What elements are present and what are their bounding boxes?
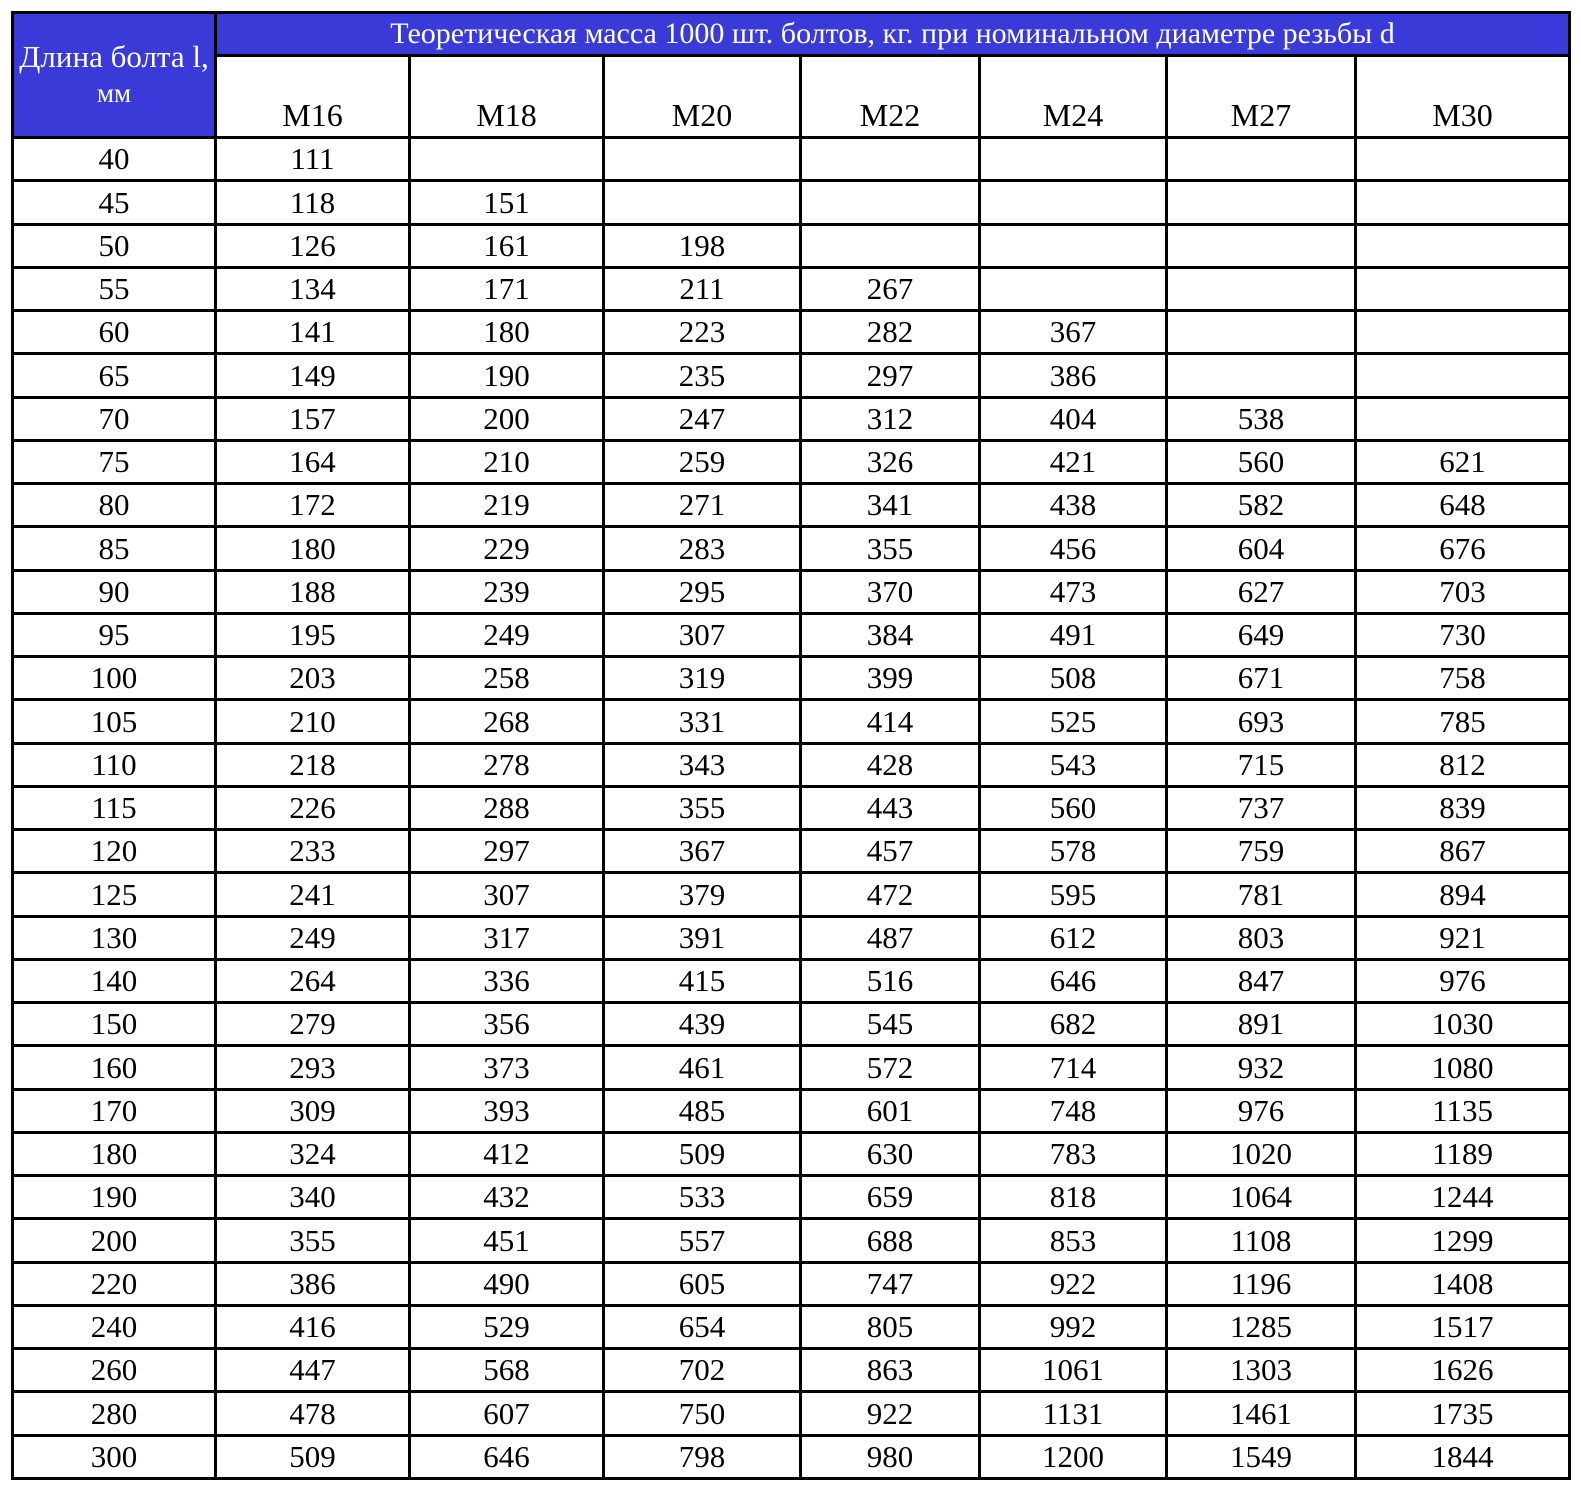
length-cell: 60 [13,311,216,354]
mass-cell: 630 [801,1132,980,1175]
mass-cell: 1244 [1356,1176,1570,1219]
mass-cell: 149 [216,354,410,397]
length-cell: 65 [13,354,216,397]
mass-cell: 509 [216,1435,410,1479]
mass-cell: 659 [801,1176,980,1219]
mass-cell: 198 [604,224,801,267]
mass-cell: 451 [410,1219,604,1262]
mass-cell: 783 [980,1132,1167,1175]
length-cell: 80 [13,484,216,527]
mass-cell: 478 [216,1392,410,1435]
length-cell: 85 [13,527,216,570]
mass-cell: 271 [604,484,801,527]
mass-cell: 443 [801,786,980,829]
mass-cell: 922 [801,1392,980,1435]
mass-cell: 781 [1167,873,1356,916]
mass-cell: 932 [1167,1046,1356,1089]
mass-cell: 126 [216,224,410,267]
mass-cell: 157 [216,397,410,440]
table-row [13,786,1570,829]
mass-cell: 1064 [1167,1176,1356,1219]
length-cell: 170 [13,1089,216,1132]
mass-cell: 428 [801,743,980,786]
mass-cell: 393 [410,1089,604,1132]
mass-cell: 976 [1356,959,1570,1002]
diameter-header-row [13,56,1570,138]
mass-cell [801,138,980,181]
mass-cell: 461 [604,1046,801,1089]
mass-cell [801,181,980,224]
mass-cell: 211 [604,267,801,310]
mass-cell: 560 [1167,440,1356,483]
mass-cell: 279 [216,1003,410,1046]
mass-cell: 785 [1356,700,1570,743]
mass-cell: 386 [216,1262,410,1305]
mass-cell [1167,354,1356,397]
mass-cell: 568 [410,1349,604,1392]
mass-cell: 1108 [1167,1219,1356,1262]
mass-cell: 226 [216,786,410,829]
table-row [13,1046,1570,1089]
length-cell: 50 [13,224,216,267]
mass-cell: 319 [604,657,801,700]
diameter-header-m30: M30 [1356,56,1570,138]
diameter-header-m18: M18 [410,56,604,138]
mass-cell: 1131 [980,1392,1167,1435]
table-row [13,1003,1570,1046]
length-cell: 115 [13,786,216,829]
mass-cell: 379 [604,873,801,916]
diameter-header-m27: M27 [1167,56,1356,138]
mass-cell: 839 [1356,786,1570,829]
mass-cell: 516 [801,959,980,1002]
table-row [13,440,1570,483]
mass-cell: 748 [980,1089,1167,1132]
mass-cell: 278 [410,743,604,786]
mass-cell: 367 [604,830,801,873]
mass-cell: 649 [1167,613,1356,656]
mass-cell: 399 [801,657,980,700]
table-row [13,743,1570,786]
mass-cell: 607 [410,1392,604,1435]
mass-cell: 557 [604,1219,801,1262]
table-row [13,224,1570,267]
mass-cell: 172 [216,484,410,527]
length-cell: 280 [13,1392,216,1435]
length-cell: 100 [13,657,216,700]
mass-cell: 404 [980,397,1167,440]
mass-cell: 1200 [980,1435,1167,1479]
mass-cell [980,138,1167,181]
mass-cell [1167,181,1356,224]
mass-cell: 247 [604,397,801,440]
mass-cell: 894 [1356,873,1570,916]
length-cell: 120 [13,830,216,873]
mass-cell: 249 [410,613,604,656]
mass-cell: 595 [980,873,1167,916]
length-cell: 105 [13,700,216,743]
mass-cell: 627 [1167,570,1356,613]
mass-cell: 693 [1167,700,1356,743]
mass-cell: 525 [980,700,1167,743]
mass-cell: 1844 [1356,1435,1570,1479]
mass-cell [1167,267,1356,310]
mass-cell [1356,397,1570,440]
mass-cell: 307 [410,873,604,916]
mass-cell: 750 [604,1392,801,1435]
mass-cell: 714 [980,1046,1167,1089]
mass-cell [1356,267,1570,310]
table-body [13,138,1570,1479]
mass-cell: 456 [980,527,1167,570]
mass-cell: 1303 [1167,1349,1356,1392]
mass-cell: 582 [1167,484,1356,527]
mass-cell: 331 [604,700,801,743]
length-cell: 260 [13,1349,216,1392]
diameter-header-m20: M20 [604,56,801,138]
mass-cell: 307 [604,613,801,656]
mass-cell: 235 [604,354,801,397]
table-row [13,1132,1570,1175]
mass-cell: 980 [801,1435,980,1479]
length-cell: 70 [13,397,216,440]
mass-cell: 457 [801,830,980,873]
mass-cell: 370 [801,570,980,613]
mass-cell: 758 [1356,657,1570,700]
mass-cell: 648 [1356,484,1570,527]
mass-cell [604,138,801,181]
mass-cell: 867 [1356,830,1570,873]
mass-cell [980,267,1167,310]
mass-cell [801,224,980,267]
diameter-header-m22: M22 [801,56,980,138]
mass-cell: 572 [801,1046,980,1089]
length-cell: 150 [13,1003,216,1046]
mass-cell: 355 [604,786,801,829]
mass-cell: 560 [980,786,1167,829]
mass-cell: 487 [801,916,980,959]
mass-cell: 264 [216,959,410,1002]
mass-cell: 682 [980,1003,1167,1046]
mass-cell: 1461 [1167,1392,1356,1435]
mass-cell: 702 [604,1349,801,1392]
mass-cell: 367 [980,311,1167,354]
mass-cell: 164 [216,440,410,483]
mass-cell: 671 [1167,657,1356,700]
mass-cell: 210 [216,700,410,743]
mass-cell: 803 [1167,916,1356,959]
mass-cell: 267 [801,267,980,310]
mass-cell: 317 [410,916,604,959]
mass-cell: 863 [801,1349,980,1392]
mass-cell: 1189 [1356,1132,1570,1175]
mass-cell: 340 [216,1176,410,1219]
mass-cell: 223 [604,311,801,354]
mass-cell: 188 [216,570,410,613]
length-cell: 40 [13,138,216,181]
mass-cell: 1135 [1356,1089,1570,1132]
length-cell: 75 [13,440,216,483]
mass-cell: 621 [1356,440,1570,483]
mass-cell: 288 [410,786,604,829]
mass-cell: 111 [216,138,410,181]
mass-cell: 1285 [1167,1305,1356,1348]
length-cell: 200 [13,1219,216,1262]
mass-cell [1167,224,1356,267]
mass-cell [604,181,801,224]
mass-cell: 490 [410,1262,604,1305]
mass-cell: 386 [980,354,1167,397]
mass-cell: 1626 [1356,1349,1570,1392]
mass-cell: 293 [216,1046,410,1089]
mass-cell: 200 [410,397,604,440]
mass-cell: 646 [980,959,1167,1002]
mass-cell: 195 [216,613,410,656]
mass-cell [1167,311,1356,354]
mass-cell: 414 [801,700,980,743]
mass-cell: 703 [1356,570,1570,613]
mass-cell: 326 [801,440,980,483]
mass-cell: 730 [1356,613,1570,656]
mass-cell: 891 [1167,1003,1356,1046]
table-row [13,1435,1570,1479]
mass-cell: 438 [980,484,1167,527]
mass-cell: 847 [1167,959,1356,1002]
table-row [13,311,1570,354]
mass-cell [1356,138,1570,181]
mass-cell: 233 [216,830,410,873]
mass-cell: 210 [410,440,604,483]
table-row [13,181,1570,224]
length-cell: 190 [13,1176,216,1219]
mass-cell: 1299 [1356,1219,1570,1262]
mass-cell: 992 [980,1305,1167,1348]
mass-cell: 203 [216,657,410,700]
table-row [13,1305,1570,1348]
length-cell: 55 [13,267,216,310]
mass-cell: 1517 [1356,1305,1570,1348]
mass-cell: 605 [604,1262,801,1305]
length-cell: 45 [13,181,216,224]
mass-cell: 384 [801,613,980,656]
table-row [13,1089,1570,1132]
length-cell: 110 [13,743,216,786]
mass-cell: 646 [410,1435,604,1479]
length-header-label: Длина болта l, [19,39,209,74]
mass-cell: 1061 [980,1349,1167,1392]
mass-cell: 229 [410,527,604,570]
mass-cell: 180 [216,527,410,570]
mass-cell: 412 [410,1132,604,1175]
mass-cell: 297 [410,830,604,873]
mass-cell: 219 [410,484,604,527]
mass-cell: 538 [1167,397,1356,440]
mass-cell: 118 [216,181,410,224]
mass-cell: 812 [1356,743,1570,786]
table-row [13,354,1570,397]
table-row [13,1392,1570,1435]
mass-cell: 421 [980,440,1167,483]
mass-cell: 921 [1356,916,1570,959]
mass-cell: 190 [410,354,604,397]
table-row [13,1349,1570,1392]
mass-cell: 491 [980,613,1167,656]
mass-cell: 297 [801,354,980,397]
table-row [13,1262,1570,1305]
mass-cell: 1408 [1356,1262,1570,1305]
mass-cell: 533 [604,1176,801,1219]
mass-cell: 853 [980,1219,1167,1262]
mass-cell: 239 [410,570,604,613]
mass-cell: 258 [410,657,604,700]
length-header-unit: мм [96,78,132,108]
length-cell: 160 [13,1046,216,1089]
bolt-mass-table [11,11,1571,1480]
mass-cell: 336 [410,959,604,1002]
mass-cell [980,181,1167,224]
mass-cell: 1030 [1356,1003,1570,1046]
length-cell: 240 [13,1305,216,1348]
length-cell: 130 [13,916,216,959]
mass-cell: 141 [216,311,410,354]
table-row [13,830,1570,873]
mass-cell: 355 [216,1219,410,1262]
mass-cell: 439 [604,1003,801,1046]
mass-cell: 151 [410,181,604,224]
table-row [13,873,1570,916]
length-cell: 300 [13,1435,216,1479]
mass-cell: 312 [801,397,980,440]
mass-cell: 1196 [1167,1262,1356,1305]
table-row [13,397,1570,440]
mass-cell: 373 [410,1046,604,1089]
mass-cell: 747 [801,1262,980,1305]
mass-cell: 715 [1167,743,1356,786]
mass-cell: 472 [801,873,980,916]
mass-cell: 218 [216,743,410,786]
mass-cell: 654 [604,1305,801,1348]
mass-cell [1167,138,1356,181]
table-row [13,267,1570,310]
mass-cell: 922 [980,1262,1167,1305]
mass-cell: 295 [604,570,801,613]
mass-cell: 509 [604,1132,801,1175]
mass-cell: 416 [216,1305,410,1348]
mass-cell: 818 [980,1176,1167,1219]
mass-cell: 171 [410,267,604,310]
mass-cell: 268 [410,700,604,743]
mass-cell: 341 [801,484,980,527]
mass-cell: 1020 [1167,1132,1356,1175]
mass-cell: 343 [604,743,801,786]
mass-cell: 282 [801,311,980,354]
mass-cell: 529 [410,1305,604,1348]
mass-cell: 976 [1167,1089,1356,1132]
mass-cell: 447 [216,1349,410,1392]
mass-cell: 309 [216,1089,410,1132]
table-row [13,527,1570,570]
table-row [13,657,1570,700]
mass-cell: 391 [604,916,801,959]
mass-cell: 134 [216,267,410,310]
mass-cell: 432 [410,1176,604,1219]
length-cell: 180 [13,1132,216,1175]
length-cell: 125 [13,873,216,916]
mass-cell: 612 [980,916,1167,959]
table-row [13,916,1570,959]
mass-cell: 241 [216,873,410,916]
mass-cell [1356,181,1570,224]
mass-cell [410,138,604,181]
mass-cell: 798 [604,1435,801,1479]
mass-cell: 688 [801,1219,980,1262]
mass-cell: 324 [216,1132,410,1175]
mass-cell: 356 [410,1003,604,1046]
table-row [13,959,1570,1002]
diameter-header-m24: M24 [980,56,1167,138]
mass-cell: 1080 [1356,1046,1570,1089]
mass-cell [980,224,1167,267]
mass-cell: 249 [216,916,410,959]
mass-cell: 1735 [1356,1392,1570,1435]
mass-cell: 180 [410,311,604,354]
mass-cell: 604 [1167,527,1356,570]
table-row [13,613,1570,656]
mass-cell: 259 [604,440,801,483]
mass-cell [1356,224,1570,267]
table-row [13,570,1570,613]
mass-cell: 508 [980,657,1167,700]
mass-cell: 601 [801,1089,980,1132]
mass-cell: 1549 [1167,1435,1356,1479]
length-cell: 95 [13,613,216,656]
mass-cell: 545 [801,1003,980,1046]
table-row [13,1219,1570,1262]
mass-cell: 578 [980,830,1167,873]
length-column-header [13,13,216,138]
table-row [13,484,1570,527]
mass-cell: 543 [980,743,1167,786]
mass-cell: 676 [1356,527,1570,570]
length-cell: 220 [13,1262,216,1305]
mass-cell: 473 [980,570,1167,613]
mass-cell: 415 [604,959,801,1002]
mass-cell [1356,354,1570,397]
length-cell: 90 [13,570,216,613]
table-row [13,138,1570,181]
table-title: Теоретическая масса 1000 шт. болтов, кг. при номинальном диаметре резьбы d [216,13,1570,56]
mass-cell [1356,311,1570,354]
mass-cell: 737 [1167,786,1356,829]
table-row [13,700,1570,743]
mass-cell: 355 [801,527,980,570]
mass-cell: 161 [410,224,604,267]
mass-cell: 485 [604,1089,801,1132]
length-cell: 140 [13,959,216,1002]
table-row [13,1176,1570,1219]
mass-cell: 805 [801,1305,980,1348]
mass-cell: 283 [604,527,801,570]
diameter-header-m16: M16 [216,56,410,138]
mass-cell: 759 [1167,830,1356,873]
